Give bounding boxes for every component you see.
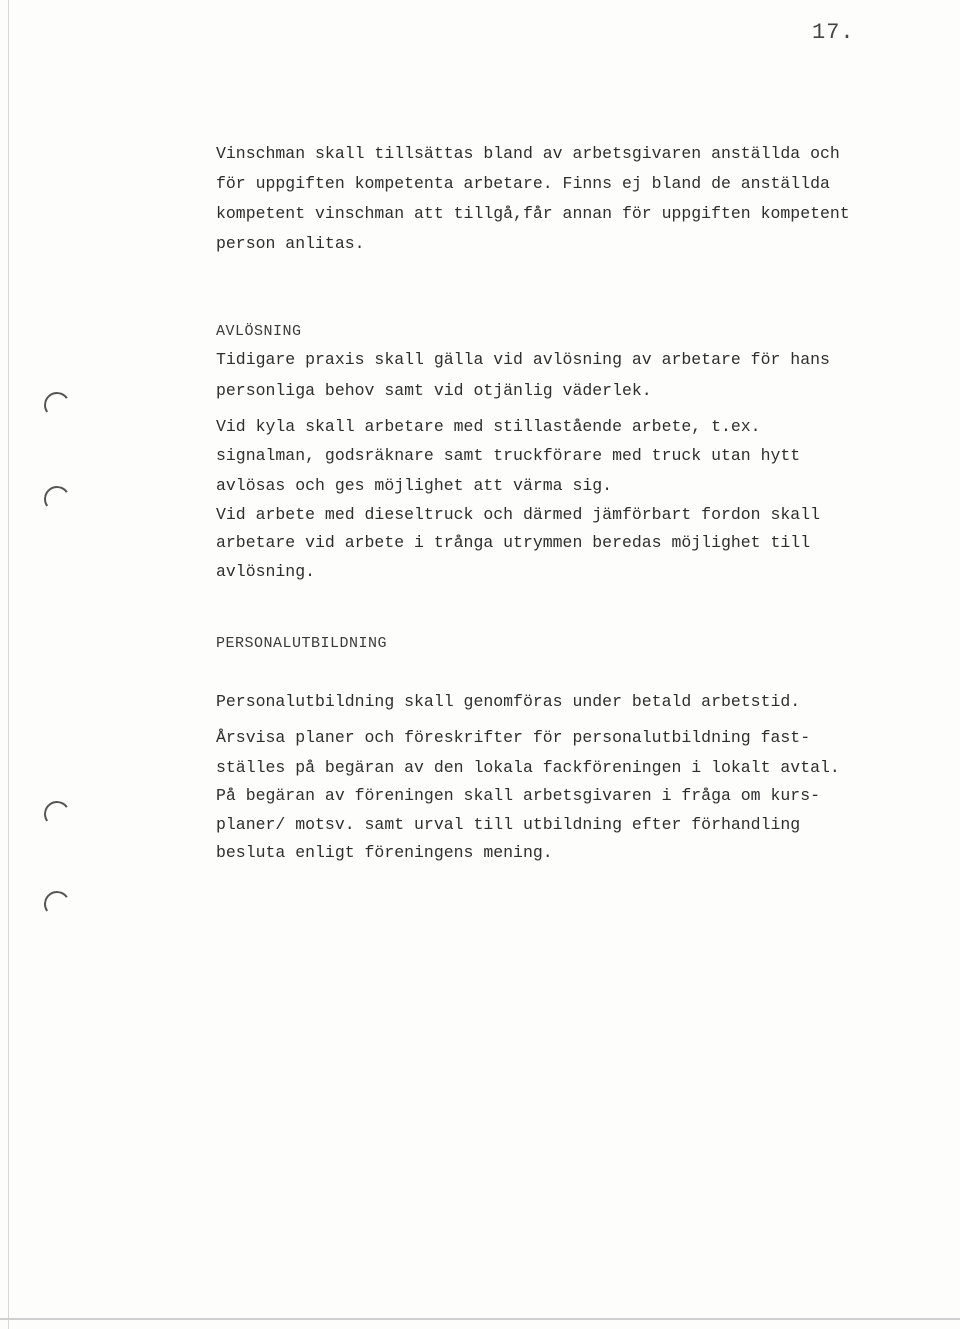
punch-hole-mark bbox=[42, 390, 72, 420]
avlosning-line-4: signalman, godsräknare samt truckförare med truck utan hytt bbox=[216, 446, 801, 465]
avlosning-line-8: avlösning. bbox=[216, 562, 316, 581]
avlosning-line-1: Tidigare praxis skall gälla vid avlösning av arbetare för hans bbox=[216, 350, 830, 369]
avlosning-line-6: Vid arbete med dieseltruck och därmed jämförbart fordon skall bbox=[216, 505, 820, 524]
personalutbildning-line-4: På begäran av föreningen skall arbetsgivaren i fråga om kurs- bbox=[216, 786, 820, 805]
personalutbildning-line-2: Årsvisa planer och föreskrifter för personalutbildning fast- bbox=[216, 728, 811, 747]
personalutbildning-line-6: besluta enligt föreningens mening. bbox=[216, 843, 553, 862]
intro-line-4: person anlitas. bbox=[216, 234, 365, 253]
intro-line-1: Vinschman skall tillsättas bland av arbetsgivaren anställda och bbox=[216, 144, 840, 163]
page-bottom-edge bbox=[0, 1318, 960, 1320]
punch-hole-mark bbox=[42, 484, 72, 514]
personalutbildning-line-3: ställes på begäran av den lokala fackföreningen i lokalt avtal. bbox=[216, 758, 840, 777]
intro-line-2: för uppgiften kompetenta arbetare. Finns ej bland de anställda bbox=[216, 174, 830, 193]
punch-hole-mark bbox=[42, 889, 72, 919]
section-heading-avlosning: AVLÖSNING bbox=[216, 323, 302, 340]
intro-line-3: kompetent vinschman att tillgå,får annan för uppgiften kompetent bbox=[216, 204, 850, 223]
page-number: 17. bbox=[812, 20, 855, 45]
personalutbildning-line-5: planer/ motsv. samt urval till utbildning efter förhandling bbox=[216, 815, 801, 834]
avlosning-line-2: personliga behov samt vid otjänlig väderlek. bbox=[216, 381, 652, 400]
page-left-edge bbox=[8, 0, 9, 1329]
avlosning-line-3: Vid kyla skall arbetare med stillastående arbete, t.ex. bbox=[216, 417, 761, 436]
punch-hole-mark bbox=[42, 799, 72, 829]
section-heading-personalutbildning: PERSONALUTBILDNING bbox=[216, 635, 388, 652]
avlosning-line-5: avlösas och ges möjlighet att värma sig. bbox=[216, 476, 613, 495]
avlosning-line-7: arbetare vid arbete i trånga utrymmen beredas möjlighet till bbox=[216, 533, 811, 552]
personalutbildning-line-1: Personalutbildning skall genomföras under betald arbetstid. bbox=[216, 692, 801, 711]
